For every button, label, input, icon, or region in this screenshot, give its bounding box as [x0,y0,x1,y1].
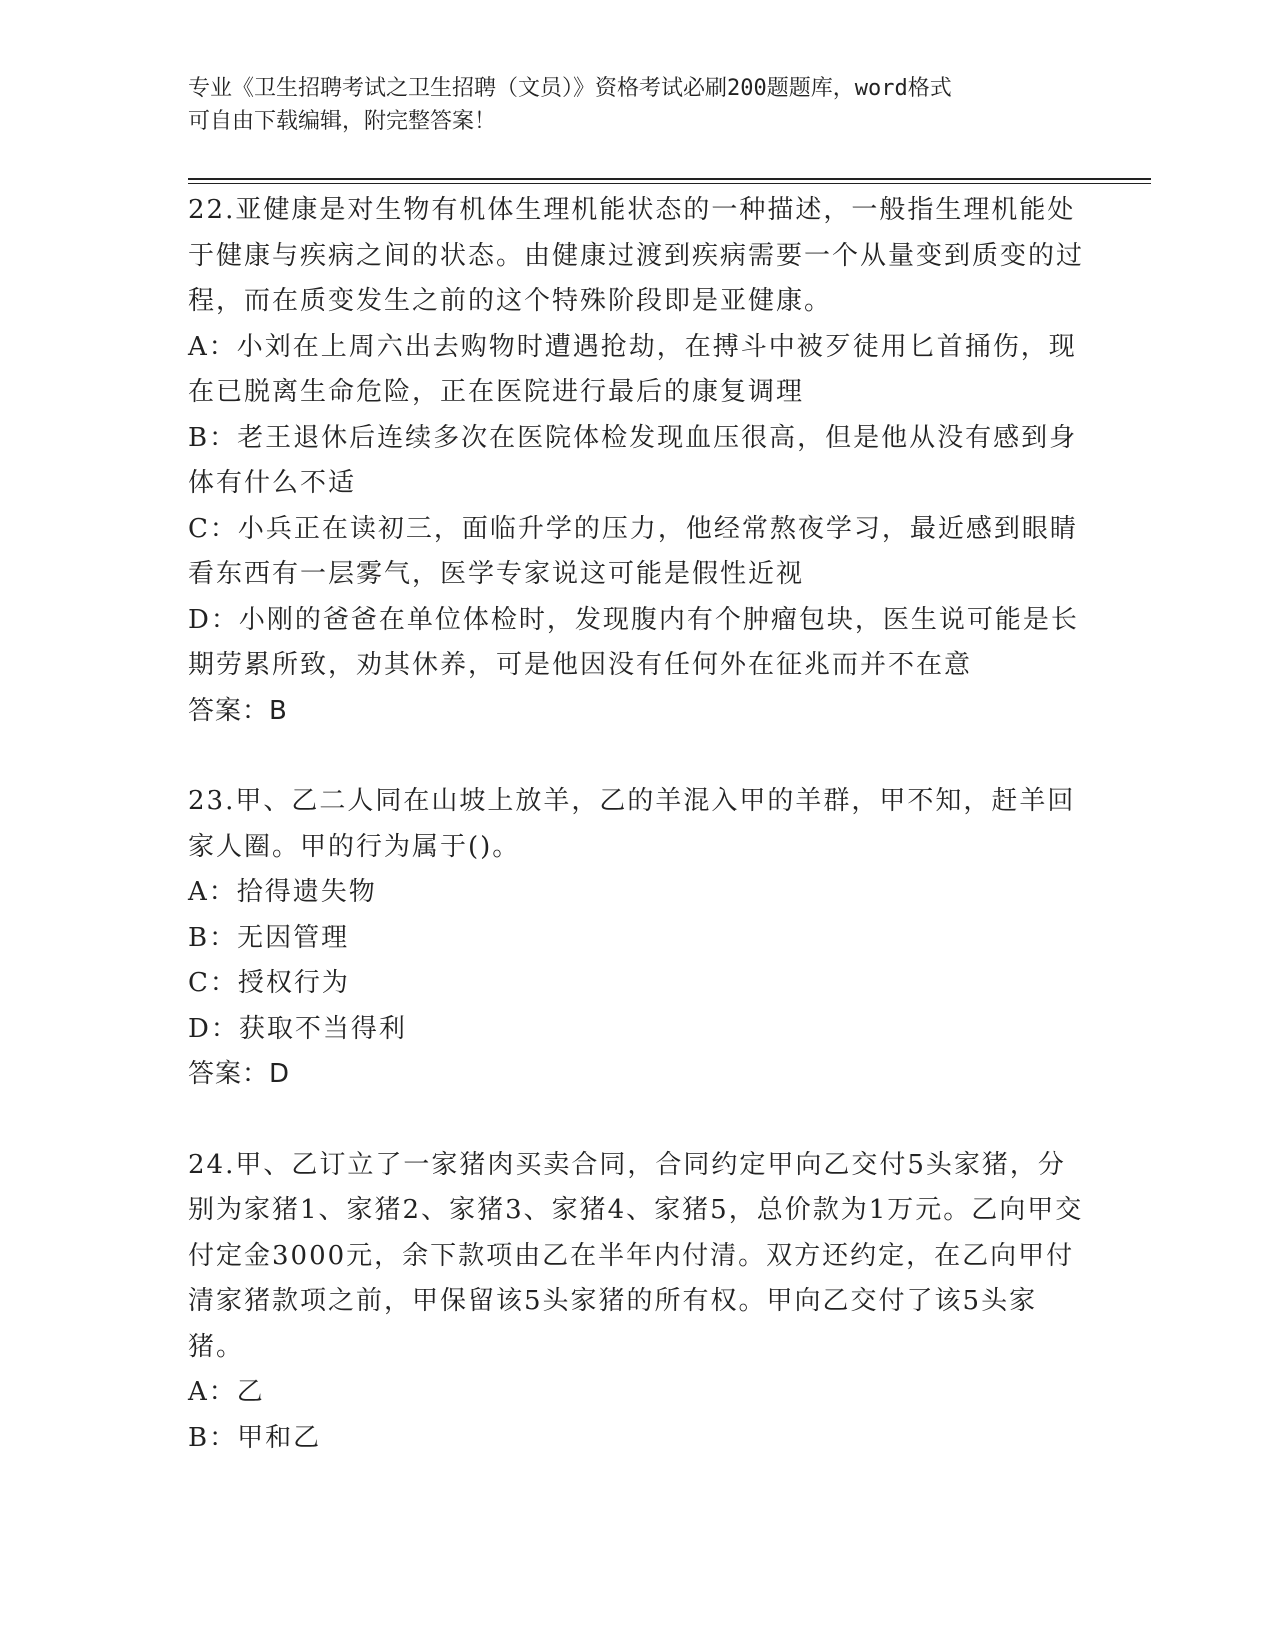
question-stem: 22.亚健康是对生物有机体生理机能状态的一种描述，一般指生理机能处于健康与疾病之间的状态。由健康过渡到疾病需要一个从量变到质变的过程，而在质变发生之前的这个特殊阶段即是亚健康。 [188,195,1085,316]
question-stem: 23.甲、乙二人同在山坡上放羊，乙的羊混入甲的羊群，甲不知，赶羊回家人圈。甲的行为属于()。 [188,786,1076,862]
option-b: B：无因管理 [188,922,350,953]
option-d: D：小刚的爸爸在单位体检时，发现腹内有个肿瘤包块，医生说可能是长期劳累所致，劝其休养，可是他因没有任何外在征兆而并不在意 [188,604,1079,680]
answer-line: 答案：D [188,1059,291,1089]
question-22 [188,188,1088,734]
header-line-1: 专业《卫生招聘考试之卫生招聘（文员）》资格考试必刷200题题库，word格式 [188,76,952,101]
question-24 [188,1143,1088,1462]
question-23 [188,779,1088,1098]
option-d: D：获取不当得利 [188,1013,407,1044]
spacer [188,1098,1088,1143]
header-divider-thin [188,183,1151,184]
document-header [188,72,1068,138]
question-stem: 24.甲、乙订立了一家猪肉买卖合同，合同约定甲向乙交付5头家猪，分别为家猪1、家猪2、家猪3、家猪4、家猪5，总价款为1万元。乙向甲交付定金3000元，余下款项由乙在半年内付清。双方还约定，在乙向甲付清家猪款项之前，甲保留该5头家猪的所有权。甲向乙交付了该5头家猪。 [188,1149,1084,1362]
question-list [188,188,1088,1461]
option-c: C：授权行为 [188,968,350,998]
header-line-2: 可自由下载编辑，附完整答案！ [188,109,497,134]
option-a: A：乙 [188,1377,265,1407]
spacer [188,734,1088,779]
option-a: A：拾得遗失物 [188,877,377,907]
option-b: B：老王退休后连续多次在医院体检发现血压很高，但是他从没有感到身体有什么不适 [188,422,1078,498]
header-divider-thick [188,178,1151,180]
answer-line: 答案：B [188,695,288,726]
option-a: A：小刘在上周六出去购物时遭遇抢劫，在搏斗中被歹徒用匕首捅伤，现在已脱离生命危险，正在医院进行最后的康复调理 [188,331,1077,407]
option-b: B：甲和乙 [188,1422,322,1453]
option-c: C：小兵正在读初三，面临升学的压力，他经常熬夜学习，最近感到眼睛看东西有一层雾气，医学专家说这可能是假性近视 [188,513,1078,589]
